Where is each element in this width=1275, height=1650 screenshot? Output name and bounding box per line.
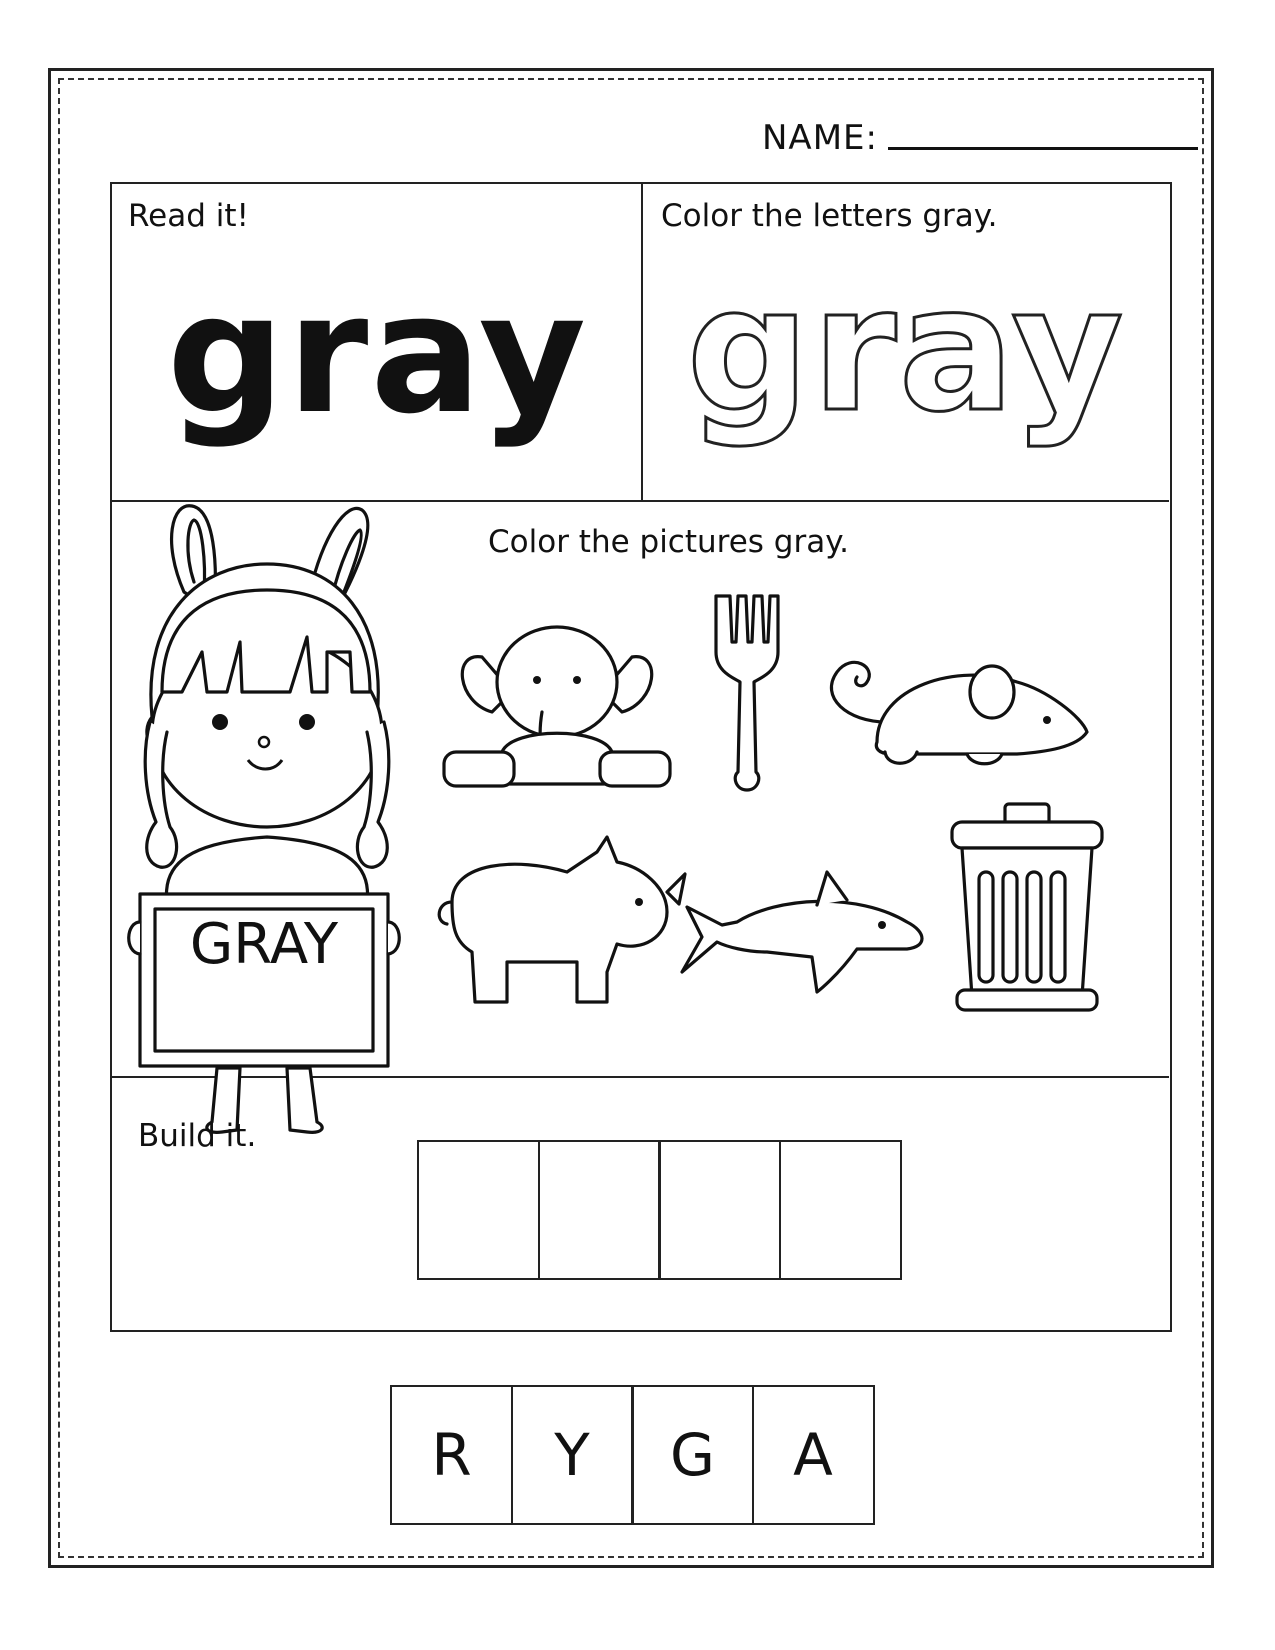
letter-tiles xyxy=(390,1385,875,1525)
read-word: gray xyxy=(166,258,589,450)
fork-picture[interactable] xyxy=(712,592,782,792)
color-letters-section xyxy=(643,184,1169,502)
letter-tile[interactable]: R xyxy=(390,1385,513,1525)
activity-grid xyxy=(110,182,1172,1332)
build-box[interactable] xyxy=(779,1140,902,1280)
letter-tile[interactable]: Y xyxy=(511,1385,634,1525)
read-it-instruction: Read it! xyxy=(128,198,249,234)
trash-can-picture[interactable] xyxy=(947,802,1107,1012)
name-field xyxy=(762,118,1198,158)
build-box[interactable] xyxy=(417,1140,540,1280)
shark-picture[interactable] xyxy=(677,867,932,997)
read-it-section xyxy=(112,184,643,502)
elephant-picture[interactable] xyxy=(442,612,672,792)
outline-word[interactable]: gray xyxy=(686,249,1126,450)
name-write-line[interactable] xyxy=(888,147,1198,150)
sign-text: GRAY xyxy=(189,912,339,977)
letter-tile[interactable]: A xyxy=(752,1385,875,1525)
build-it-section xyxy=(112,1078,1169,1330)
color-letters-instruction: Color the letters gray. xyxy=(661,198,998,234)
build-boxes xyxy=(417,1140,902,1280)
build-box[interactable] xyxy=(538,1140,661,1280)
build-it-instruction: Build it. xyxy=(138,1118,257,1154)
build-box[interactable] xyxy=(658,1140,781,1280)
name-label: NAME: xyxy=(762,118,878,158)
rhinoceros-picture[interactable] xyxy=(427,832,692,1007)
color-pictures-instruction: Color the pictures gray. xyxy=(488,524,849,560)
letter-tile[interactable]: G xyxy=(631,1385,754,1525)
color-pictures-section xyxy=(112,502,1169,1078)
mouse-picture[interactable] xyxy=(817,642,1117,782)
